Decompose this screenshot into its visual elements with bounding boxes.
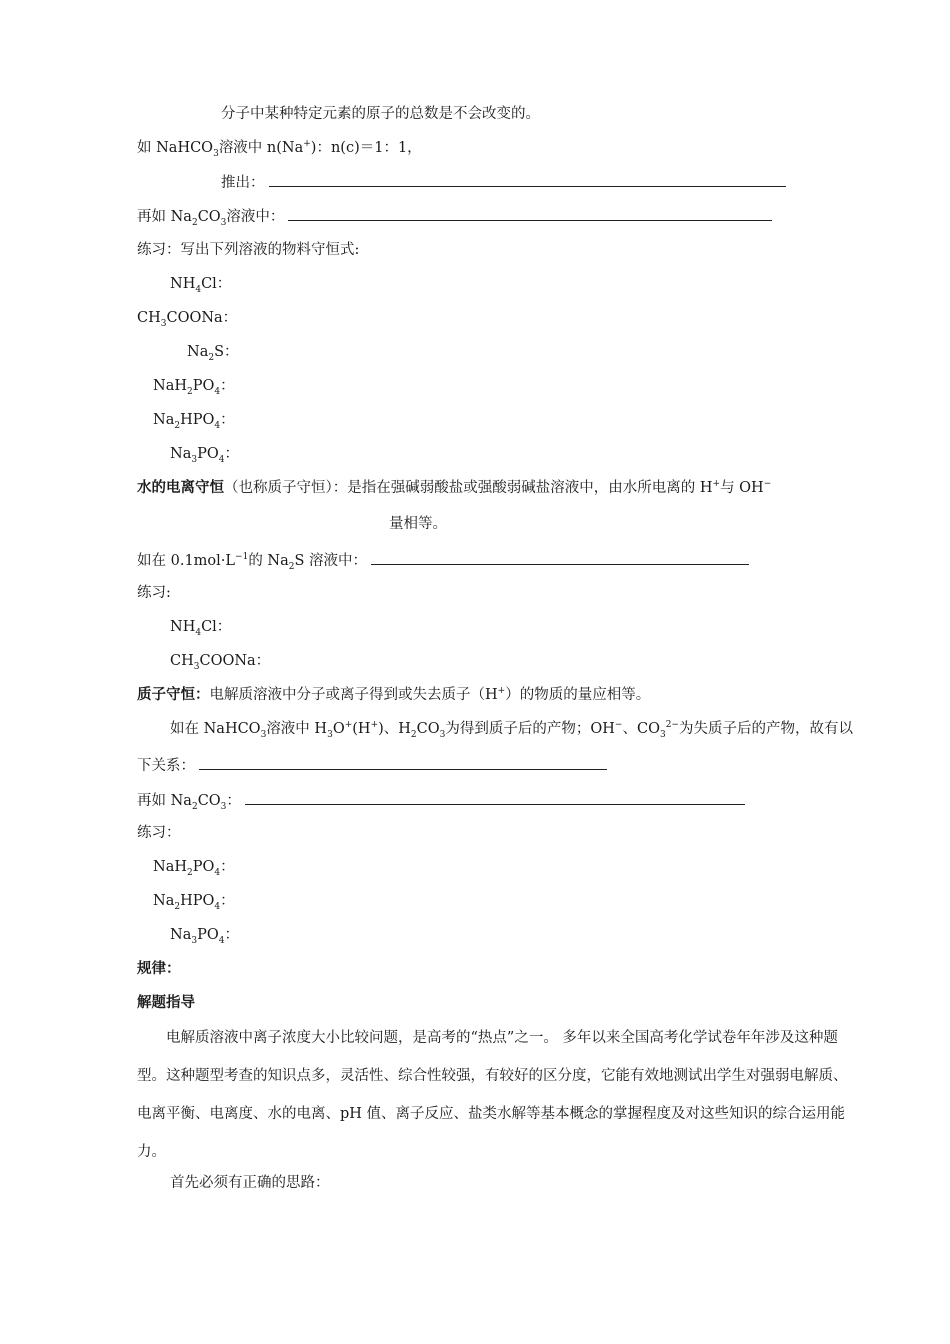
text-line-13: 量相等。 (389, 516, 447, 532)
formula-line: $Na_2S$： (187, 344, 239, 363)
formula-line: $Na_2HPO_4$： (153, 412, 235, 431)
text-line-1: 分子中某种特定元素的原子的总数是不会改变的。 (221, 106, 540, 122)
text-line-28: 首先必须有正确的思路： (170, 1175, 330, 1191)
formula-line: $CH_3COONa$： (170, 653, 271, 672)
formula-line: $NaH_2PO_4$： (153, 859, 235, 878)
formula-line: $Na_3PO_4$： (170, 446, 239, 465)
guide-paragraph: 电解质溶液中离子浓度大小比较问题，是高考的“热点”之一。 多年以来全国高考化学试卷年年涉及这种题型。这种题型考查的知识点多，灵活性、综合性较强，有较好的区分度，它能有效地测试出学生对强弱电解质、电离平衡、电离度、水的电离、pH 值、离子反应、盐类水解等基本概念的掌握程度及对这些知识的综合运用能力。 (137, 1030, 848, 1160)
text-line-12: 水的电离守恒（也称质子守恒）：是指在强碱弱酸盐或强酸弱碱盐溶液中，由水所电离的 H+与 OH− (137, 479, 772, 496)
text-line-20: 下关系： (137, 755, 607, 776)
text-line-22: 练习： (137, 825, 181, 841)
formula-line: $NH_4Cl$： (170, 276, 232, 295)
formula-line: $CH_3COONa$： (137, 310, 238, 329)
formula-line: $Na_2HPO_4$： (153, 893, 235, 912)
formula-line: $NaH_2PO_4$： (153, 378, 235, 397)
guide-heading: 解题指导 (137, 994, 195, 1011)
text-line-15: 练习: (137, 585, 171, 601)
text-line-14: 如在 $0.1mol\cdot L^{-1}$的 $Na_2S$ 溶液中： (137, 550, 749, 571)
answer-blank[interactable] (245, 790, 745, 805)
text-line-4: 再如 $Na_2CO_3$溶液中： (137, 206, 772, 227)
section-heading: 水的电离守恒 (137, 479, 224, 496)
text-line-2: 如 NaHCO$_3$溶液中 n(Na+)：n(c)＝1：1， (137, 139, 422, 159)
rule-heading: 规律： (137, 960, 181, 977)
text-line-18: 质子守恒：电解质溶液中分子或离子得到或失去质子（H+）的物质的量应相等。 (137, 686, 651, 703)
text-line-3: 推出： (221, 172, 786, 193)
text-line-21: 再如 $Na_2CO_3$： (137, 790, 745, 811)
answer-blank[interactable] (199, 755, 607, 770)
formula-line: $NH_4Cl$： (170, 619, 232, 638)
text-line-5: 练习：写出下列溶液的物料守恒式: (137, 242, 360, 258)
section-heading: 质子守恒： (137, 686, 210, 703)
text-line-19: 如在 NaHCO$_3$溶液中 $H_3O^+(H^+)$、$H_2CO_3$为得到质子后的产物；OH−、$CO_3^{2-}$为失质子后的产物，故有以 (170, 720, 853, 740)
answer-blank[interactable] (288, 206, 772, 221)
answer-blank[interactable] (371, 550, 749, 565)
answer-blank[interactable] (269, 172, 786, 187)
formula-line: $Na_3PO_4$： (170, 927, 239, 946)
